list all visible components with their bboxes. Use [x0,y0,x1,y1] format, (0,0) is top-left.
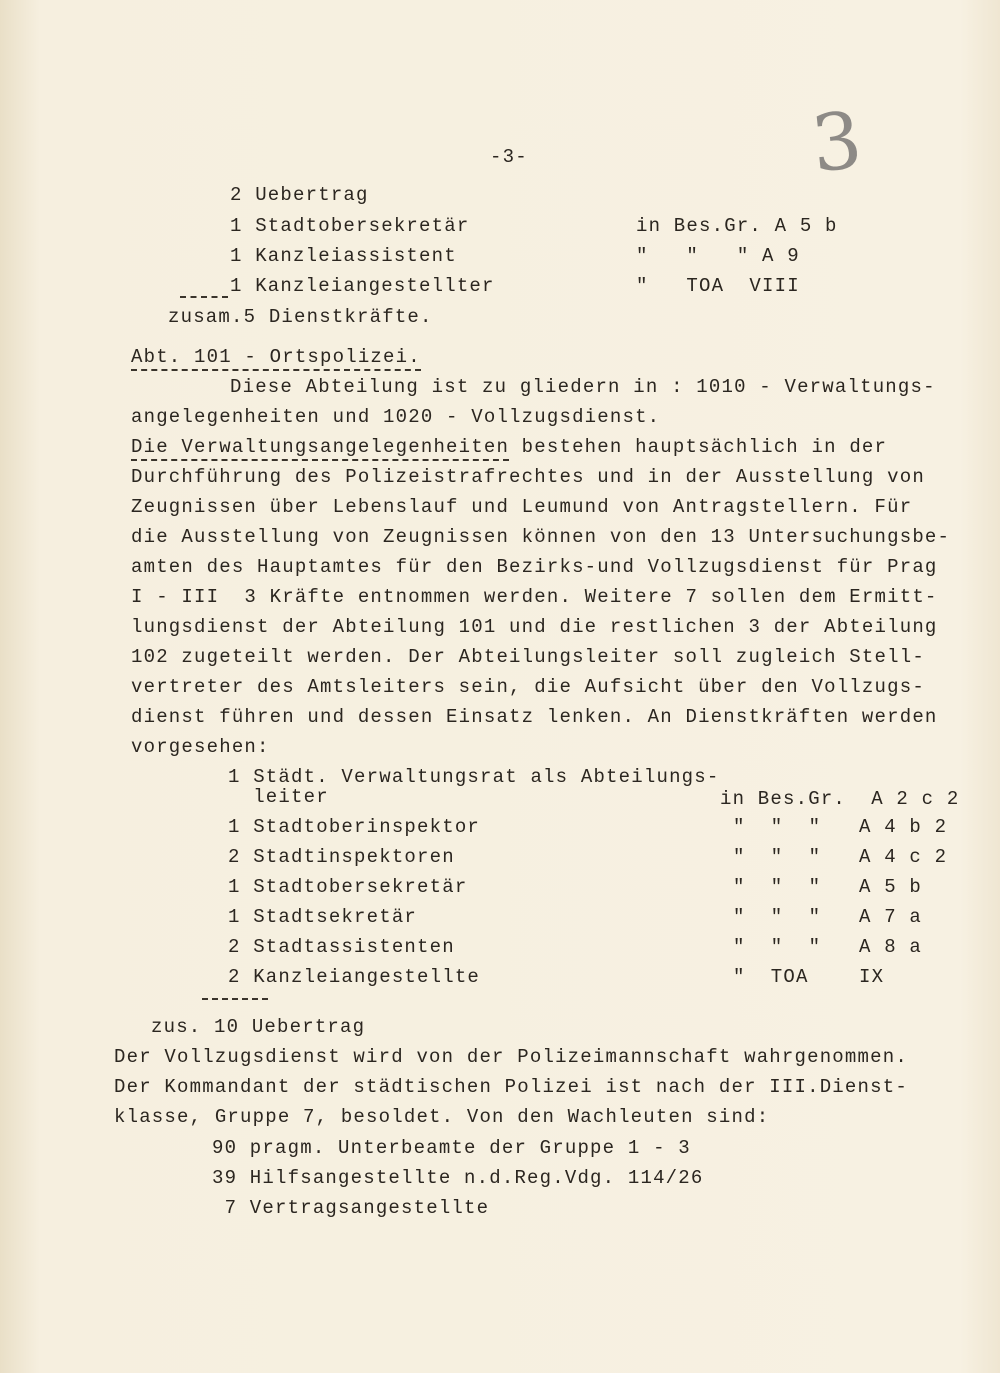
paragraph-line: dienst führen und dessen Einsatz lenken. An Dienstkräften werden [131,706,938,728]
staff-line: 1 Kanzleiassistent [230,245,457,267]
salary-group: in Bes.Gr. A 5 b [636,215,838,237]
paragraph-line: Der Kommandant der städtischen Polizei ist nach der III.Dienst- [114,1076,908,1098]
paragraph-line: vertreter des Amtsleiters sein, die Aufsicht über den Vollzugs- [131,676,925,698]
paragraph-line: vorgesehen: [131,736,270,758]
staff-line: 2 Stadtassistenten [228,936,455,958]
carry-over-line: 2 Uebertrag [230,184,369,206]
staff-line: 1 Stadtsekretär [228,906,418,928]
salary-group: " " " A 4 c 2 [733,846,948,868]
total-line: zus. 10 Uebertrag [151,1016,366,1038]
salary-group: " " " A 5 b [733,876,923,898]
paragraph-line: klasse, Gruppe 7, besoldet. Von den Wachleuten sind: [114,1106,770,1128]
staff-line: 1 Stadtobersekretär [228,876,468,898]
underlined-term: Die Verwaltungsangelegenheiten [131,436,509,461]
paragraph-line: Der Vollzugsdienst wird von der Polizeimannschaft wahrgenommen. [114,1046,908,1068]
staff-line: 7 Vertragsangestellte [212,1197,490,1219]
paragraph-line: Durchführung des Polizeistrafrechtes und in der Ausstellung von [131,466,925,488]
paragraph-line: Diese Abteilung ist zu gliedern in : 1010 - Verwaltungs- [230,376,936,398]
salary-group: " " " A 9 [636,245,800,267]
page-number: -3- [490,146,528,168]
sum-rule [202,998,268,1000]
salary-group: " TOA VIII [636,275,800,297]
staff-line: 2 Kanzleiangestellte [228,966,481,988]
staff-line: 2 Stadtinspektoren [228,846,455,868]
handwritten-number: 3 [807,95,867,191]
total-line: zusam.5 Dienstkräfte. [168,306,433,328]
section-heading: Abt. 101 - Ortspolizei. [131,346,421,371]
staff-line: 39 Hilfsangestellte n.d.Reg.Vdg. 114/26 [212,1167,704,1189]
salary-group: " " " A 7 a [733,906,923,928]
salary-group: " " " A 4 b 2 [733,816,948,838]
paragraph-line: amten des Hauptamtes für den Bezirks-und Vollzugsdienst für Prag [131,556,938,578]
paragraph-line: angelegenheiten und 1020 - Vollzugsdienst. [131,406,661,428]
salary-group: " TOA IX [733,966,885,988]
paragraph-line: I - III 3 Kräfte entnommen werden. Weitere 7 sollen dem Ermitt- [131,586,938,608]
paragraph-line: die Ausstellung von Zeugnissen können von den 13 Untersuchungsbe- [131,526,951,548]
staff-line: 1 Kanzleiangestellter [230,275,495,297]
paragraph-line: Zeugnissen über Lebenslauf und Leumund von Antragstellern. Für [131,496,913,518]
staff-line: 1 Stadtoberinspektor [228,816,481,838]
staff-line: 1 Stadtobersekretär [230,215,470,237]
paragraph-line: lungsdienst der Abteilung 101 und die restlichen 3 der Abteilung [131,616,938,638]
salary-group: " " " A 8 a [733,936,923,958]
staff-line: 1 Städt. Verwaltungsrat als Abteilungs- [228,766,720,788]
salary-group: in Bes.Gr. A 2 c 2 [720,788,960,810]
staff-line: leiter [228,786,329,808]
staff-line: 90 pragm. Unterbeamte der Gruppe 1 - 3 [212,1137,691,1159]
paragraph-line: 102 zugeteilt werden. Der Abteilungsleiter soll zugleich Stell- [131,646,925,668]
paragraph-line: Die Verwaltungsangelegenheiten bestehen hauptsächlich in der [131,436,887,458]
sum-rule [180,296,228,298]
